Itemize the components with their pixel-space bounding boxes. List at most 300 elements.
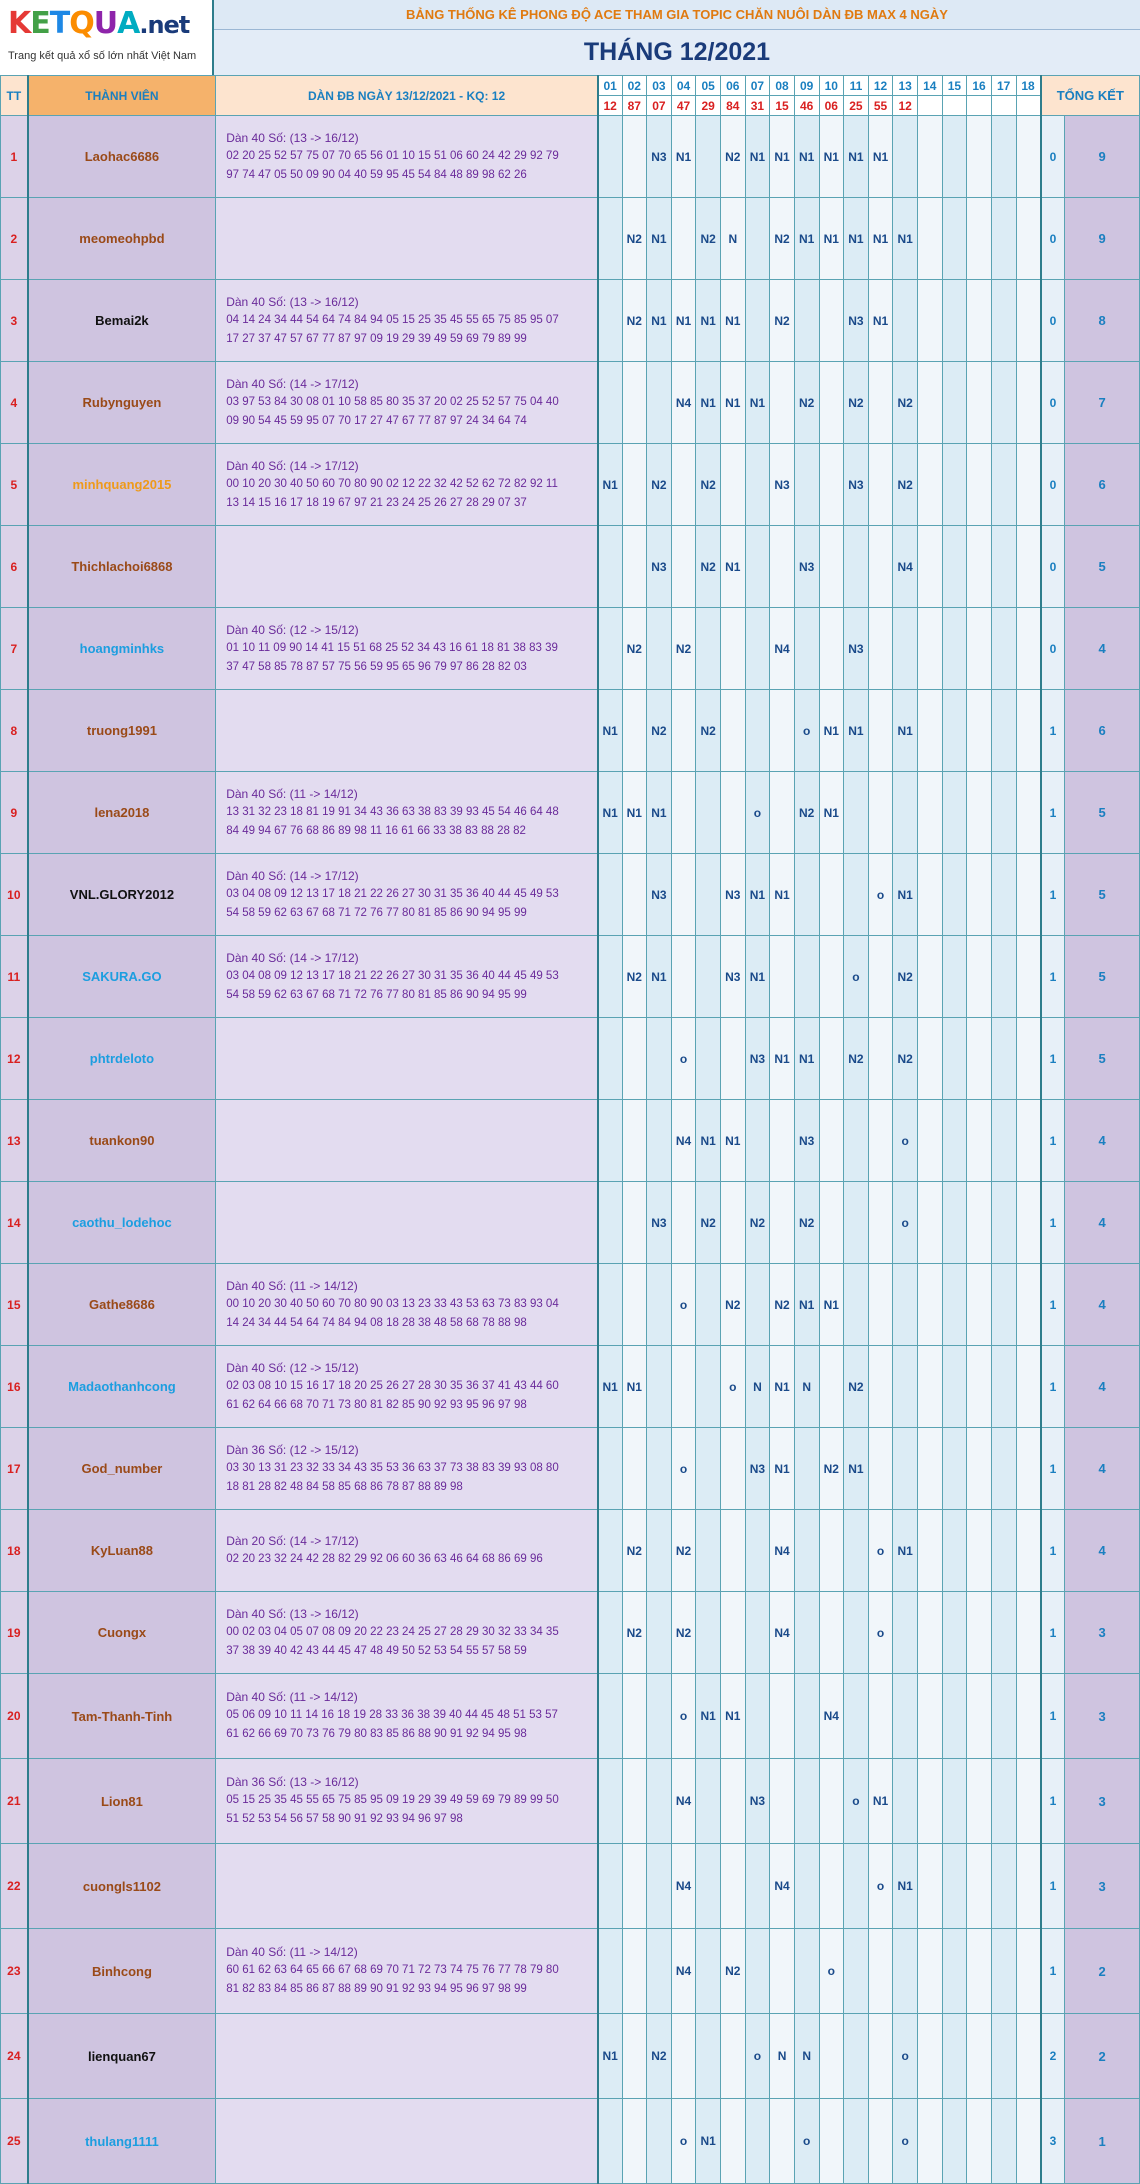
- day-cell: [622, 362, 647, 444]
- day-cell: o: [868, 1844, 893, 1929]
- day-cell: [598, 1759, 622, 1844]
- member-row: [1, 1018, 1140, 1100]
- day-cell: o: [671, 2099, 696, 2184]
- day-cell: [819, 280, 844, 362]
- member-name[interactable]: caothu_lodehoc: [28, 1182, 216, 1264]
- dan-heading: Dàn 40 Số: (13 -> 16/12): [226, 130, 359, 145]
- day-cell: N1: [647, 772, 672, 854]
- dan-heading: Dàn 40 Số: (14 -> 17/12): [226, 868, 359, 883]
- day-cell: [942, 1592, 967, 1674]
- sheet-subtitle: BẢNG THỐNG KÊ PHONG ĐỘ ACE THAM GIA TOPIC CHĂN NUÔI DÀN ĐB MAX 4 NGÀY: [214, 0, 1140, 30]
- member-row: [1, 1759, 1140, 1844]
- day-cell: N2: [622, 608, 647, 690]
- day-cell: N1: [893, 1510, 918, 1592]
- day-cell: [893, 1759, 918, 1844]
- day-cell: N2: [696, 444, 721, 526]
- day-cell: N1: [770, 1018, 795, 1100]
- day-cell: [1016, 1182, 1041, 1264]
- summary-total: 4: [1065, 608, 1140, 690]
- day-cell: [770, 772, 795, 854]
- day-cell: N2: [622, 936, 647, 1018]
- day-cell: N1: [721, 1674, 746, 1759]
- day-cell: [721, 444, 746, 526]
- day-cell: [844, 1674, 869, 1759]
- day-cell: N1: [721, 280, 746, 362]
- row-number: 13: [1, 1100, 28, 1182]
- day-cell: N1: [598, 444, 622, 526]
- day-cell: [819, 362, 844, 444]
- dan-numbers: 02 20 23 32 24 42 28 82 29 92 06 60 36 63 46 64 68 86 69 96: [226, 1553, 543, 1565]
- header-day-14: 14: [918, 76, 943, 96]
- day-cell: [967, 1844, 992, 1929]
- day-cell: o: [868, 1510, 893, 1592]
- day-cell: [745, 2099, 770, 2184]
- day-cell: [745, 1844, 770, 1929]
- day-cell: [794, 1674, 819, 1759]
- dan-numbers: 54 58 59 62 63 67 68 71 72 76 77 80 81 85 86 90 94 95 99: [226, 988, 527, 1001]
- day-cell: [868, 690, 893, 772]
- day-cell: [1016, 2099, 1041, 2184]
- day-cell: [647, 608, 672, 690]
- day-cell: [967, 1182, 992, 1264]
- dan-numbers: 14 24 34 44 54 64 74 84 94 08 18 28 38 48 58 68 78 88 98: [226, 1316, 527, 1329]
- day-cell: N1: [794, 198, 819, 280]
- day-cell: [967, 936, 992, 1018]
- day-cell: N4: [770, 1844, 795, 1929]
- dan-numbers: 61 62 64 66 68 70 71 73 80 81 82 85 90 92 93 95 96 97 98: [226, 1398, 527, 1411]
- member-dan: [216, 1100, 598, 1182]
- member-name[interactable]: Lion81: [28, 1759, 216, 1844]
- day-cell: N3: [794, 526, 819, 608]
- day-cell: [794, 1510, 819, 1592]
- day-cell: [696, 2014, 721, 2099]
- member-dan: [216, 1759, 598, 1844]
- member-dan: [216, 1264, 598, 1346]
- member-name[interactable]: lienquan67: [28, 2014, 216, 2099]
- day-cell: o: [671, 1018, 696, 1100]
- member-row: [1, 854, 1140, 936]
- summary-total: 4: [1065, 1182, 1140, 1264]
- member-dan: [216, 1346, 598, 1428]
- day-cell: N1: [844, 198, 869, 280]
- day-cell: [844, 2099, 869, 2184]
- day-cell: [721, 1182, 746, 1264]
- day-cell: N1: [696, 2099, 721, 2184]
- member-name[interactable]: Rubynguyen: [28, 362, 216, 444]
- day-cell: [868, 2099, 893, 2184]
- header-result: [991, 96, 1016, 116]
- day-cell: [893, 608, 918, 690]
- day-cell: [819, 2014, 844, 2099]
- member-row: [1, 1346, 1140, 1428]
- member-dan: [216, 2014, 598, 2099]
- logo-letter: A: [117, 6, 140, 41]
- member-row: [1, 2099, 1140, 2184]
- day-cell: [1016, 936, 1041, 1018]
- day-cell: [794, 444, 819, 526]
- member-name[interactable]: Thichlachoi6868: [28, 526, 216, 608]
- day-cell: N1: [647, 198, 672, 280]
- header-member: THÀNH VIÊN: [28, 76, 216, 116]
- day-cell: o: [893, 1182, 918, 1264]
- day-cell: [671, 2014, 696, 2099]
- day-cell: [991, 1674, 1016, 1759]
- day-cell: [696, 854, 721, 936]
- day-cell: [918, 1759, 943, 1844]
- day-cell: N2: [819, 1428, 844, 1510]
- summary-current: 1: [1041, 772, 1065, 854]
- day-cell: N1: [819, 690, 844, 772]
- day-cell: [770, 936, 795, 1018]
- header-result: 12: [598, 96, 622, 116]
- day-cell: N3: [721, 936, 746, 1018]
- day-cell: N2: [794, 772, 819, 854]
- day-cell: [622, 1428, 647, 1510]
- row-number: 17: [1, 1428, 28, 1510]
- header-day-16: 16: [967, 76, 992, 96]
- member-name[interactable]: minhquang2015: [28, 444, 216, 526]
- row-number: 24: [1, 2014, 28, 2099]
- ketqua-logo[interactable]: [0, 0, 214, 75]
- member-dan: [216, 1510, 598, 1592]
- day-cell: o: [844, 1759, 869, 1844]
- member-dan: [216, 1844, 598, 1929]
- member-name[interactable]: Laohac6686: [28, 116, 216, 198]
- member-dan: [216, 2099, 598, 2184]
- day-cell: N1: [696, 362, 721, 444]
- day-cell: N2: [794, 1182, 819, 1264]
- day-cell: N1: [868, 280, 893, 362]
- member-name[interactable]: God_number: [28, 1428, 216, 1510]
- day-cell: [918, 1844, 943, 1929]
- summary-current: 0: [1041, 280, 1065, 362]
- day-cell: N4: [671, 362, 696, 444]
- day-cell: [991, 690, 1016, 772]
- day-cell: [918, 1018, 943, 1100]
- day-cell: [942, 854, 967, 936]
- day-cell: N3: [647, 854, 672, 936]
- dan-heading: Dàn 40 Số: (11 -> 14/12): [226, 786, 358, 801]
- summary-current: 1: [1041, 1844, 1065, 1929]
- day-cell: [598, 362, 622, 444]
- summary-total: 9: [1065, 116, 1140, 198]
- day-cell: [647, 1018, 672, 1100]
- day-cell: [918, 608, 943, 690]
- member-name[interactable]: cuongls1102: [28, 1844, 216, 1929]
- day-cell: [1016, 1346, 1041, 1428]
- day-cell: [942, 690, 967, 772]
- day-cell: [1016, 198, 1041, 280]
- day-cell: [918, 1929, 943, 2014]
- day-cell: [794, 1428, 819, 1510]
- header-dan: DÀN ĐB NGÀY 13/12/2021 - KQ: 12: [216, 76, 598, 116]
- dan-numbers: 09 90 54 45 59 95 07 70 17 27 47 67 77 87 97 24 34 64 74: [226, 414, 527, 427]
- day-cell: [868, 2014, 893, 2099]
- day-cell: [721, 772, 746, 854]
- day-cell: [942, 116, 967, 198]
- row-number: 8: [1, 690, 28, 772]
- day-cell: [991, 1844, 1016, 1929]
- day-cell: [819, 1592, 844, 1674]
- header-result: 25: [844, 96, 869, 116]
- day-cell: [745, 1592, 770, 1674]
- member-row: [1, 362, 1140, 444]
- header-day-15: 15: [942, 76, 967, 96]
- day-cell: [868, 1018, 893, 1100]
- day-cell: [696, 1592, 721, 1674]
- row-number: 1: [1, 116, 28, 198]
- day-cell: N1: [794, 116, 819, 198]
- header-day-05: 05: [696, 76, 721, 96]
- day-cell: [942, 772, 967, 854]
- day-cell: [745, 1510, 770, 1592]
- summary-total: 5: [1065, 1018, 1140, 1100]
- header-result: [918, 96, 943, 116]
- day-cell: [868, 772, 893, 854]
- day-cell: [942, 2099, 967, 2184]
- header-result: 31: [745, 96, 770, 116]
- day-cell: [942, 2014, 967, 2099]
- day-cell: [844, 772, 869, 854]
- header-day-11: 11: [844, 76, 869, 96]
- member-dan: [216, 362, 598, 444]
- day-cell: [696, 1018, 721, 1100]
- day-cell: [671, 690, 696, 772]
- day-cell: [770, 1759, 795, 1844]
- summary-total: 3: [1065, 1674, 1140, 1759]
- day-cell: [967, 608, 992, 690]
- day-cell: [721, 1759, 746, 1844]
- member-name[interactable]: thulang1111: [28, 2099, 216, 2184]
- member-row: [1, 2014, 1140, 2099]
- member-name[interactable]: hoangminhks: [28, 608, 216, 690]
- day-cell: o: [794, 690, 819, 772]
- day-cell: [622, 444, 647, 526]
- day-cell: [794, 936, 819, 1018]
- member-name[interactable]: Madaothanhcong: [28, 1346, 216, 1428]
- member-name[interactable]: phtrdeloto: [28, 1018, 216, 1100]
- day-cell: [893, 1346, 918, 1428]
- header-day-03: 03: [647, 76, 672, 96]
- day-cell: N2: [671, 1510, 696, 1592]
- dan-numbers: 54 58 59 62 63 67 68 71 72 76 77 80 81 85 86 90 94 95 99: [226, 906, 527, 919]
- day-cell: o: [819, 1929, 844, 2014]
- day-cell: [918, 936, 943, 1018]
- day-cell: [794, 1592, 819, 1674]
- day-cell: [819, 526, 844, 608]
- member-dan: [216, 854, 598, 936]
- day-cell: [942, 362, 967, 444]
- day-cell: N1: [770, 1428, 795, 1510]
- day-cell: [967, 772, 992, 854]
- day-cell: N2: [893, 362, 918, 444]
- member-name[interactable]: Tam-Thanh-Tinh: [28, 1674, 216, 1759]
- day-cell: [1016, 444, 1041, 526]
- day-cell: N4: [671, 1929, 696, 2014]
- day-cell: [967, 1759, 992, 1844]
- member-dan: [216, 1674, 598, 1759]
- header-day-09: 09: [794, 76, 819, 96]
- day-cell: [819, 1759, 844, 1844]
- header-day-18: 18: [1016, 76, 1041, 96]
- day-cell: [942, 198, 967, 280]
- summary-current: 1: [1041, 1759, 1065, 1844]
- day-cell: [868, 1264, 893, 1346]
- day-cell: N2: [696, 1182, 721, 1264]
- day-cell: [647, 1674, 672, 1759]
- day-cell: [844, 854, 869, 936]
- day-cell: [918, 116, 943, 198]
- day-cell: [991, 444, 1016, 526]
- day-cell: N3: [770, 444, 795, 526]
- day-cell: [622, 1018, 647, 1100]
- day-cell: [721, 1428, 746, 1510]
- day-cell: [967, 526, 992, 608]
- summary-total: 2: [1065, 1929, 1140, 2014]
- day-cell: [942, 526, 967, 608]
- member-name[interactable]: VNL.GLORY2012: [28, 854, 216, 936]
- member-dan: [216, 772, 598, 854]
- member-name[interactable]: Binhcong: [28, 1929, 216, 2014]
- day-cell: [598, 1100, 622, 1182]
- member-name[interactable]: SAKURA.GO: [28, 936, 216, 1018]
- day-cell: [868, 1929, 893, 2014]
- day-cell: [942, 280, 967, 362]
- day-cell: [721, 1510, 746, 1592]
- day-cell: N4: [770, 608, 795, 690]
- day-cell: [622, 2014, 647, 2099]
- member-row: [1, 1428, 1140, 1510]
- day-cell: [819, 608, 844, 690]
- member-name[interactable]: meomeohpbd: [28, 198, 216, 280]
- summary-total: 3: [1065, 1844, 1140, 1929]
- day-cell: [991, 608, 1016, 690]
- day-cell: [893, 1592, 918, 1674]
- member-row: [1, 1674, 1140, 1759]
- member-row: [1, 690, 1140, 772]
- day-cell: [598, 1018, 622, 1100]
- day-cell: [770, 1929, 795, 2014]
- day-cell: [745, 444, 770, 526]
- header-day-04: 04: [671, 76, 696, 96]
- day-cell: [770, 690, 795, 772]
- day-cell: [991, 1759, 1016, 1844]
- day-cell: [622, 526, 647, 608]
- day-cell: N1: [598, 690, 622, 772]
- day-cell: [918, 1100, 943, 1182]
- row-number: 3: [1, 280, 28, 362]
- day-cell: [1016, 526, 1041, 608]
- day-cell: [967, 1346, 992, 1428]
- member-dan: [216, 1929, 598, 2014]
- day-cell: N2: [721, 116, 746, 198]
- day-cell: [794, 1929, 819, 2014]
- member-name[interactable]: KyLuan88: [28, 1510, 216, 1592]
- day-cell: N: [721, 198, 746, 280]
- member-row: [1, 1592, 1140, 1674]
- day-cell: [918, 854, 943, 936]
- dan-heading: Dàn 36 Số: (12 -> 15/12): [226, 1442, 359, 1457]
- member-dan: [216, 608, 598, 690]
- day-cell: [868, 608, 893, 690]
- day-cell: [770, 1182, 795, 1264]
- day-cell: [598, 1182, 622, 1264]
- summary-current: 1: [1041, 1428, 1065, 1510]
- day-cell: [598, 2099, 622, 2184]
- day-cell: [967, 1510, 992, 1592]
- day-cell: N1: [893, 1844, 918, 1929]
- day-cell: [598, 608, 622, 690]
- day-cell: [844, 1100, 869, 1182]
- day-cell: o: [671, 1264, 696, 1346]
- day-cell: [991, 1592, 1016, 1674]
- day-cell: [844, 1929, 869, 2014]
- day-cell: [1016, 1674, 1041, 1759]
- day-cell: [918, 362, 943, 444]
- day-cell: [794, 854, 819, 936]
- summary-total: 4: [1065, 1100, 1140, 1182]
- day-cell: [745, 1929, 770, 2014]
- member-name[interactable]: Cuongx: [28, 1592, 216, 1674]
- row-number: 7: [1, 608, 28, 690]
- day-cell: N2: [622, 280, 647, 362]
- member-name[interactable]: truong1991: [28, 690, 216, 772]
- day-cell: [1016, 1264, 1041, 1346]
- member-name[interactable]: Bemai2k: [28, 280, 216, 362]
- day-cell: N2: [671, 608, 696, 690]
- day-cell: N2: [794, 362, 819, 444]
- member-name[interactable]: tuankon90: [28, 1100, 216, 1182]
- day-cell: [696, 1264, 721, 1346]
- day-cell: [893, 280, 918, 362]
- day-cell: [991, 772, 1016, 854]
- day-cell: [844, 526, 869, 608]
- day-cell: N3: [844, 608, 869, 690]
- row-number: 4: [1, 362, 28, 444]
- day-cell: N2: [844, 362, 869, 444]
- member-name[interactable]: Gathe8686: [28, 1264, 216, 1346]
- day-cell: N3: [794, 1100, 819, 1182]
- day-cell: N2: [844, 1346, 869, 1428]
- day-cell: N2: [770, 198, 795, 280]
- day-cell: [918, 1264, 943, 1346]
- day-cell: [991, 362, 1016, 444]
- day-cell: N2: [721, 1264, 746, 1346]
- day-cell: [647, 1929, 672, 2014]
- day-cell: [893, 116, 918, 198]
- day-cell: [918, 772, 943, 854]
- day-cell: [942, 444, 967, 526]
- day-cell: [598, 116, 622, 198]
- logo-letter: U: [93, 6, 118, 41]
- summary-current: 0: [1041, 444, 1065, 526]
- member-row: [1, 198, 1140, 280]
- member-row: [1, 1844, 1140, 1929]
- day-cell: N1: [721, 362, 746, 444]
- day-cell: [647, 2099, 672, 2184]
- member-dan: [216, 1592, 598, 1674]
- day-cell: N2: [647, 444, 672, 526]
- member-row: [1, 772, 1140, 854]
- day-cell: [967, 1674, 992, 1759]
- day-cell: N1: [819, 198, 844, 280]
- day-cell: [770, 2099, 795, 2184]
- stats-table: [0, 75, 1140, 2184]
- day-cell: [770, 1674, 795, 1759]
- member-name[interactable]: lena2018: [28, 772, 216, 854]
- day-cell: [770, 362, 795, 444]
- dan-numbers: 05 15 25 35 45 55 65 75 85 95 09 19 29 39 49 59 69 79 89 99 50: [226, 1794, 559, 1806]
